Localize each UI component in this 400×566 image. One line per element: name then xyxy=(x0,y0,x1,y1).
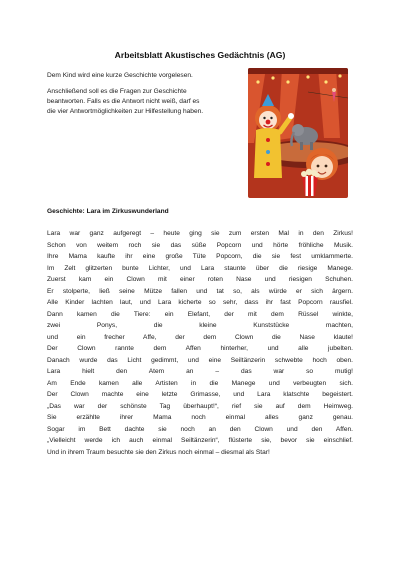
story-line: Dann kamen die Tiere: ein Elefant, der mit dem Rüssel winkte, xyxy=(47,310,353,318)
story-line: Lara hielt den Atem an – das war so mutig! xyxy=(47,368,353,375)
story-line: Der Clown machte eine letzte Grimasse, und Lara klatschte begeistert. xyxy=(47,391,353,398)
story-line: Schon von weitem roch sie das süße Popcorn und hörte fröhliche Musik. xyxy=(47,241,353,249)
circus-illustration xyxy=(248,68,348,198)
story-line: Er stolperte, ließ seine Mütze fallen und tat so, als würde er sich ärgern. xyxy=(47,287,353,295)
story-line: Sie erzählte ihrer Mama noch einmal alles ganz genau. xyxy=(47,414,353,421)
story-line: und ein frecher Affe, der dem Clown die Nase klaute! xyxy=(47,333,353,341)
story-line: Lara war ganz aufgeregt – heute ging sie zum ersten Mal in den Zirkus! xyxy=(47,230,353,237)
story-line: Zuerst kam ein Clown mit einer roten Nase und riesigen Schuhen. xyxy=(47,276,353,283)
story-line: Danach wurde das Licht gedimmt, und eine Seiltänzerin schwebte hoch oben. xyxy=(47,356,353,364)
intro-line-1: Dem Kind wird eine kurze Geschichte vorgelesen. xyxy=(47,72,193,79)
story-line: Sogar im Bett dachte sie noch an den Clown und den Affen. xyxy=(47,425,353,433)
story-line: Alle Kinder lachten laut, und Lara kicherte so sehr, dass ihr fast Popcorn rausfiel. xyxy=(47,299,353,306)
story-line: Der Clown rannte dem Affen hinterher, und alle jubelten. xyxy=(47,345,353,352)
story-heading: Geschichte: Lara im Zirkuswunderland xyxy=(47,208,169,215)
intro-line-2c: die vier Antwortmöglichkeiten zur Hilfestellung haben. xyxy=(47,108,204,115)
story-line: zwei Ponys, die kleine Kunststücke machten, xyxy=(47,322,353,329)
circus-clown-girl-popcorn-illustration-icon xyxy=(248,68,348,198)
story-line: Im Zelt glitzerten bunte Lichter, und Lara staunte über die riesige Manege. xyxy=(47,264,353,272)
story-line: Und in ihrem Traum besuchte sie den Zirkus noch einmal – diesmal als Star! xyxy=(47,448,270,456)
story-line: „Das war der schönste Tag überhaupt!“, rief sie auf dem Heimweg. xyxy=(47,402,353,410)
intro-text xyxy=(47,71,242,123)
intro-line-2b: beantworten. Falls es die Antwort nicht weiß, darf es xyxy=(47,98,200,105)
story-line: „Vielleicht werde ich auch einmal Seiltänzerin“, flüsterte sie, bevor sie einschlief. xyxy=(47,437,353,444)
story-line: Am Ende kamen alle Artisten in die Manege und verbeugten sich. xyxy=(47,379,353,387)
story-line: Ihre Mama kaufte ihr eine große Tüte Popcorn, die sie fest umklammerte. xyxy=(47,253,353,260)
intro-line-2a: Anschließend soll es die Fragen zur Geschichte xyxy=(47,88,187,95)
intro-paragraph-2 xyxy=(47,87,242,117)
story-text xyxy=(47,228,353,458)
worksheet-title: Arbeitsblatt Akustisches Gedächtnis (AG) xyxy=(114,50,286,60)
